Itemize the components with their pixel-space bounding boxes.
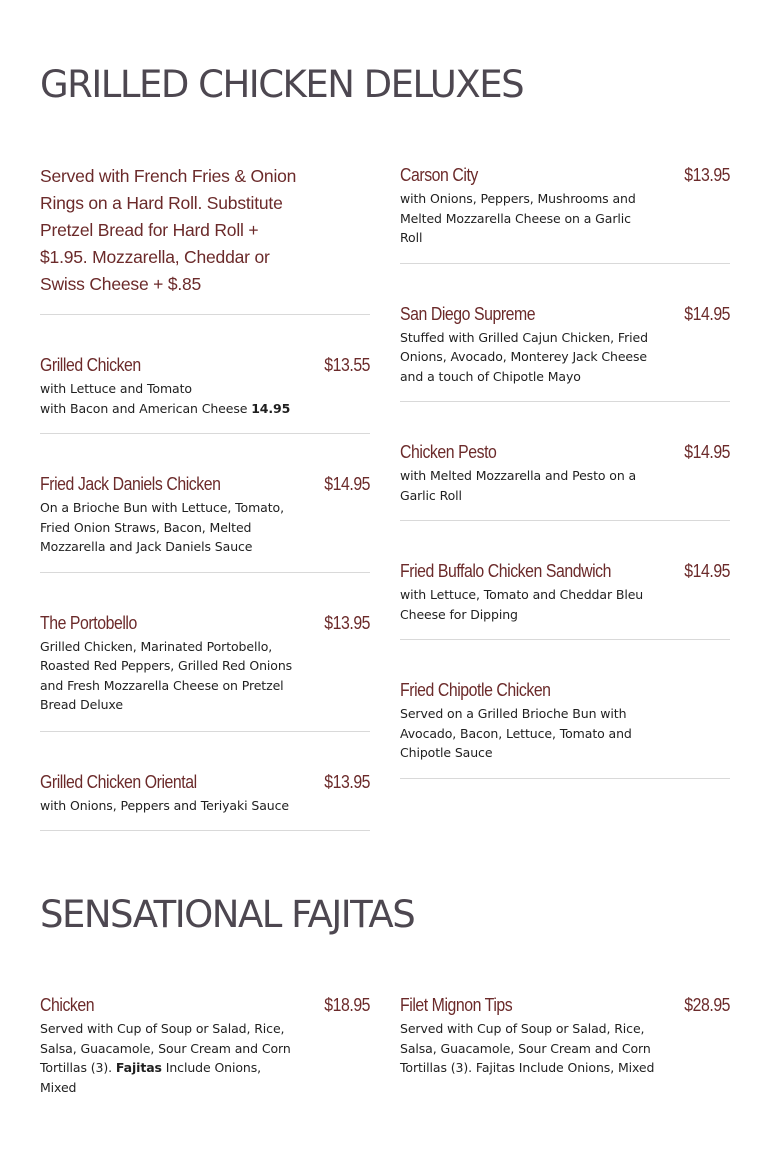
item-price: $13.95 <box>684 165 730 185</box>
item-description: Grilled Chicken, Marinated Portobello, Roasted Red Peppers, Grilled Red Onions and Fresh Mozzarella Cheese on Pretzel Bread Deluxe <box>40 638 293 712</box>
item-description: Served on a Grilled Brioche Bun with Avocado, Bacon, Lettuce, Tomato and Chipotle Sauce <box>400 706 632 760</box>
item-price: $13.95 <box>324 771 370 792</box>
item-description: Stuffed with Grilled Cajun Chicken, Fried Onions, Avocado, Monterey Jack Cheese and a touch of Chipotle Mayo <box>400 329 648 384</box>
item-price: $14.95 <box>684 561 730 581</box>
item-price: $18.95 <box>324 995 370 1015</box>
item-price: $14.95 <box>324 474 370 494</box>
item-price: $14.95 <box>684 442 730 462</box>
item-name: Chicken <box>40 995 95 1015</box>
menu-item-chicken-pesto[interactable] <box>400 442 730 521</box>
menu-item-fried-jack-daniels-chicken[interactable] <box>40 474 370 573</box>
section-title-sensational-fajitas: SENSATIONAL FAJITAS <box>40 893 415 936</box>
item-name: Fried Jack Daniels Chicken <box>40 474 221 494</box>
intro-text: Served with French Fries & Onion Rings on a Hard Roll. Substitute Pretzel Bread for Hard Roll + $1.95. Mozzarella, Cheddar or Swiss Cheese + $.85 <box>40 166 297 294</box>
item-description <box>40 379 295 418</box>
item-name: Fried Buffalo Chicken Sandwich <box>400 561 612 581</box>
left-column-deluxes <box>40 163 370 871</box>
item-desc-bold-price: 14.95 <box>251 400 291 416</box>
item-name: Filet Mignon Tips <box>400 995 513 1015</box>
item-description: On a Brioche Bun with Lettuce, Tomato, Fried Onion Straws, Bacon, Melted Mozzarella and Jack Daniels Sauce <box>40 500 284 554</box>
menu-item-the-portobello[interactable] <box>40 613 370 732</box>
item-description <box>40 1019 295 1097</box>
item-name: Grilled Chicken Oriental <box>40 771 197 792</box>
item-desc-line1: with Lettuce and Tomato <box>40 381 192 396</box>
menu-item-san-diego-supreme[interactable] <box>400 304 730 403</box>
menu-item-fried-buffalo-chicken-sandwich[interactable] <box>400 561 730 640</box>
item-price: $13.55 <box>324 355 370 375</box>
item-price: $13.95 <box>324 612 370 633</box>
item-name: Chicken Pesto <box>400 442 497 462</box>
left-column-fajitas <box>40 995 370 1152</box>
item-description: with Onions, Peppers, Mushrooms and Melted Mozzarella Cheese on a Garlic Roll <box>400 191 636 245</box>
item-price: $14.95 <box>684 303 730 324</box>
right-column-deluxes <box>400 165 730 819</box>
item-description: Served with Cup of Soup or Salad, Rice, Salsa, Guacamole, Sour Cream and Corn Tortillas (3). Fajitas Include Onions, Mixed <box>400 1021 655 1075</box>
item-description: with Melted Mozzarella and Pesto on a Garlic Roll <box>400 468 637 503</box>
item-name: The Portobello <box>40 612 137 633</box>
menu-item-carson-city[interactable] <box>400 165 730 264</box>
menu-item-grilled-chicken-oriental[interactable] <box>40 772 370 832</box>
menu-item-filet-mignon-tips[interactable] <box>400 995 730 1093</box>
item-desc-bold: Fajitas <box>115 1060 162 1075</box>
item-desc-post: Include Onions, Mixed <box>40 1060 262 1095</box>
section-title-grilled-chicken-deluxes: GRILLED CHICKEN DELUXES <box>40 63 524 106</box>
right-column-fajitas <box>400 995 730 1133</box>
item-desc-pre: Served with Cup of Soup or Salad, Rice, Salsa, Guacamole, Sour Cream and Corn Tortillas (3). <box>40 1021 291 1075</box>
menu-item-grilled-chicken[interactable] <box>40 355 370 434</box>
item-name: Carson City <box>400 165 478 185</box>
item-name: Fried Chipotle Chicken <box>400 680 551 700</box>
item-desc-line2: with Bacon and American Cheese <box>40 400 248 416</box>
menu-item-fried-chipotle-chicken[interactable] <box>400 680 730 779</box>
item-price: $28.95 <box>684 995 730 1015</box>
menu-item-chicken-fajitas[interactable] <box>40 995 370 1112</box>
section-intro <box>40 163 370 315</box>
item-description: with Lettuce, Tomato and Cheddar Bleu Cheese for Dipping <box>400 587 644 622</box>
item-name: San Diego Supreme <box>400 303 536 324</box>
item-description: with Onions, Peppers and Teriyaki Sauce <box>40 797 289 813</box>
item-name: Grilled Chicken <box>40 355 141 375</box>
